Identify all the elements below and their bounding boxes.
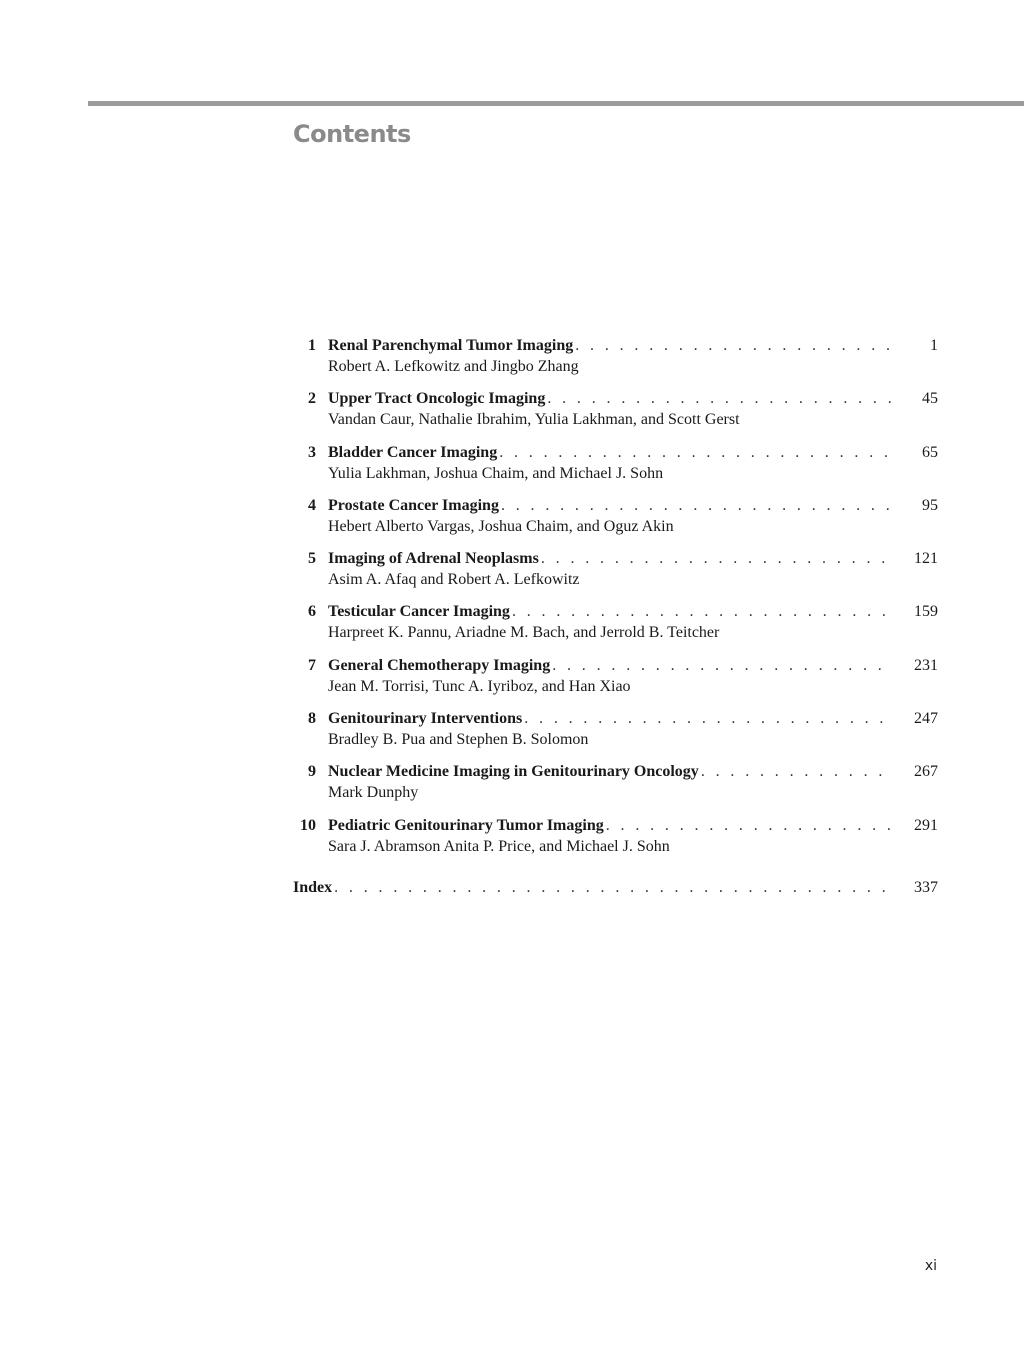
dot-leader xyxy=(552,655,892,676)
chapter-title[interactable]: Upper Tract Oncologic Imaging xyxy=(328,390,546,408)
dot-leader xyxy=(524,708,892,729)
chapter-number: 1 xyxy=(308,337,316,354)
dot-leader xyxy=(334,877,892,898)
chapter-page: 247 xyxy=(914,710,938,728)
chapter-number: 7 xyxy=(308,656,316,674)
chapter-title[interactable]: Nuclear Medicine Imaging in Genitourinary Oncology xyxy=(328,763,699,781)
chapter-title[interactable]: Renal Parenchymal Tumor Imaging xyxy=(328,337,574,354)
chapter-page: 267 xyxy=(914,763,938,781)
page-title: Contents xyxy=(293,120,411,148)
chapter-title[interactable]: Genitourinary Interventions xyxy=(328,710,523,728)
toc-entry-3[interactable] xyxy=(293,442,938,495)
toc-entry-8[interactable] xyxy=(293,708,938,761)
toc-entry-2[interactable] xyxy=(293,388,938,441)
chapter-authors: Mark Dunphy xyxy=(328,784,419,802)
dot-leader xyxy=(512,601,892,622)
dot-leader xyxy=(575,335,892,356)
chapter-authors: Sara J. Abramson Anita P. Price, and Michael J. Sohn xyxy=(328,837,670,855)
chapter-page: 45 xyxy=(922,390,938,408)
chapter-number: 8 xyxy=(308,710,316,728)
dot-leader xyxy=(547,388,892,409)
chapter-authors: Yulia Lakhman, Joshua Chaim, and Michael J. Sohn xyxy=(328,464,664,482)
chapter-title[interactable]: Bladder Cancer Imaging xyxy=(328,443,498,461)
chapter-authors: Robert A. Lefkowitz and Jingbo Zhang xyxy=(328,358,579,375)
toc-entry-9[interactable] xyxy=(293,761,938,814)
chapter-number: 5 xyxy=(308,550,316,568)
chapter-number: 3 xyxy=(308,443,316,461)
chapter-title[interactable]: Testicular Cancer Imaging xyxy=(328,603,510,621)
chapter-title[interactable]: Pediatric Genitourinary Tumor Imaging xyxy=(328,816,604,834)
toc-entry-7[interactable] xyxy=(293,655,938,708)
chapter-number: 2 xyxy=(308,390,316,408)
chapter-number: 6 xyxy=(308,603,316,621)
table-of-contents xyxy=(293,335,938,868)
chapter-number: 4 xyxy=(308,496,316,514)
chapter-title[interactable]: Imaging of Adrenal Neoplasms xyxy=(328,550,539,568)
toc-entry-index[interactable] xyxy=(293,877,938,898)
toc-entry-10[interactable] xyxy=(293,815,938,868)
chapter-number: 9 xyxy=(308,763,316,781)
chapter-authors: Jean M. Torrisi, Tunc A. Iyriboz, and Han Xiao xyxy=(328,677,631,695)
page-folio: xi xyxy=(924,1258,937,1274)
dot-leader xyxy=(499,442,892,463)
chapter-authors: Bradley B. Pua and Stephen B. Solomon xyxy=(328,731,589,749)
dot-leader xyxy=(701,761,892,782)
dot-leader xyxy=(501,495,892,516)
chapter-page: 231 xyxy=(914,656,938,674)
toc-entry-6[interactable] xyxy=(293,601,938,654)
index-page: 337 xyxy=(914,879,938,896)
toc-entry-1[interactable] xyxy=(293,335,938,388)
chapter-page: 95 xyxy=(922,496,938,514)
chapter-page: 121 xyxy=(914,550,938,568)
chapter-authors: Harpreet K. Pannu, Ariadne M. Bach, and Jerrold B. Teitcher xyxy=(328,624,720,642)
chapter-number: 10 xyxy=(300,816,316,834)
dot-leader xyxy=(541,548,892,569)
toc-entry-5[interactable] xyxy=(293,548,938,601)
dot-leader xyxy=(606,815,892,836)
chapter-authors: Hebert Alberto Vargas, Joshua Chaim, and Oguz Akin xyxy=(328,517,674,535)
chapter-title[interactable]: General Chemotherapy Imaging xyxy=(328,656,551,674)
chapter-authors: Asim A. Afaq and Robert A. Lefkowitz xyxy=(328,571,580,589)
top-rule xyxy=(88,101,1024,106)
chapter-page: 159 xyxy=(914,603,938,621)
chapter-page: 65 xyxy=(922,443,938,461)
chapter-page: 1 xyxy=(930,337,938,354)
chapter-authors: Vandan Caur, Nathalie Ibrahim, Yulia Lakhman, and Scott Gerst xyxy=(328,411,740,429)
toc-entry-4[interactable] xyxy=(293,495,938,548)
index-label[interactable]: Index xyxy=(293,879,333,896)
chapter-title[interactable]: Prostate Cancer Imaging xyxy=(328,496,499,514)
chapter-page: 291 xyxy=(914,816,938,834)
